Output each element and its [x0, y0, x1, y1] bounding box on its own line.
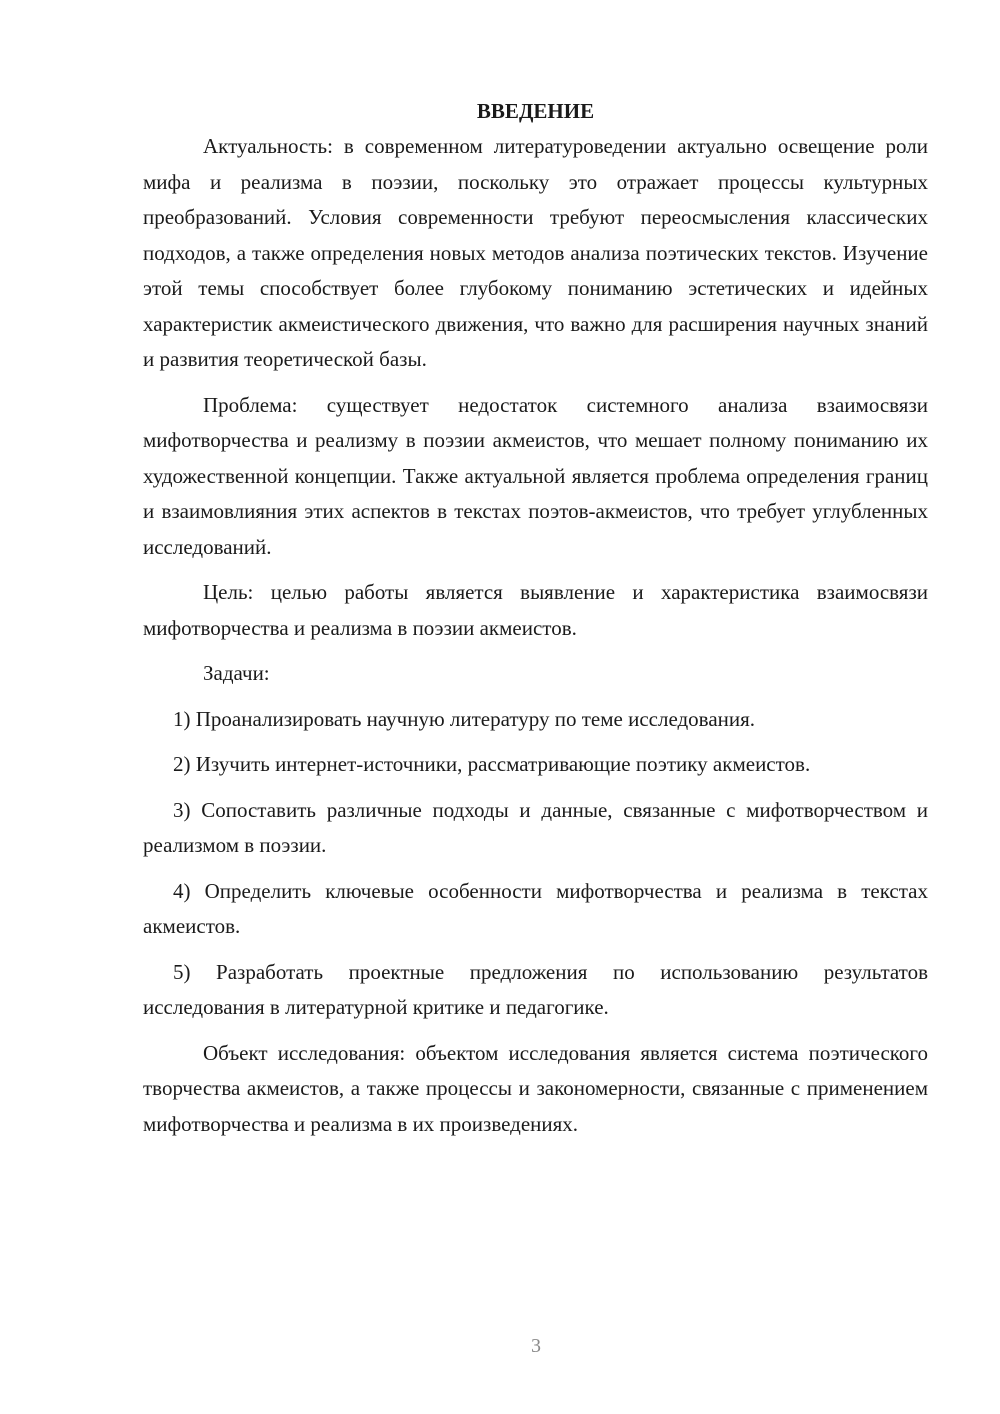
document-page: [143, 94, 928, 1142]
paragraph-object: Объект исследования: объектом исследования является система поэтического творчества акмеистов, а также процессы и закономерности, связанные с применением мифотворчества и реализма в их произведениях.: [143, 1040, 928, 1136]
paragraph-relevance: Актуальность: в современном литературоведении актуально освещение роли мифа и реализма в поэзии, поскольку это отражает процессы культурных преобразований. Условия современности требуют переосмысления классических подходов, а также определения новых методов анализа поэтических текстов. Изучение этой темы способствует более глубокому пониманию эстетических и идейных характеристик акмеистического движения, что важно для расширения научных знаний и развития теоретической базы.: [143, 134, 928, 371]
task-item-2: 2) Изучить интернет-источники, рассматривающие поэтику акмеистов.: [173, 752, 811, 776]
paragraph-goal: Цель: целью работы является выявление и характеристика взаимосвязи мифотворчества и реализма в поэзии акмеистов.: [143, 580, 928, 640]
task-item-5: 5) Разработать проектные предложения по использованию результатов исследования в литературной критике и педагогике.: [143, 959, 928, 1019]
task-item-4: 4) Определить ключевые особенности мифотворчества и реализма в текстах акмеистов.: [143, 878, 928, 938]
task-item-1: 1) Проанализировать научную литературу по теме исследования.: [173, 706, 756, 731]
task-item-3: 3) Сопоставить различные подходы и данные, связанные с мифотворчеством и реализмом в поэзии.: [143, 797, 928, 857]
paragraph-problem: Проблема: существует недостаток системного анализа взаимосвязи мифотворчества и реализму в поэзии акмеистов, что мешает полному пониманию их художественной концепции. Также актуальной является проблема определения границ и взаимовлияния этих аспектов в текстах поэтов-акмеистов, что требует углубленных исследований.: [143, 392, 928, 559]
page-number: 3: [531, 1335, 541, 1357]
tasks-label: Задачи:: [203, 661, 270, 685]
section-heading: ВВЕДЕНИЕ: [476, 99, 595, 123]
